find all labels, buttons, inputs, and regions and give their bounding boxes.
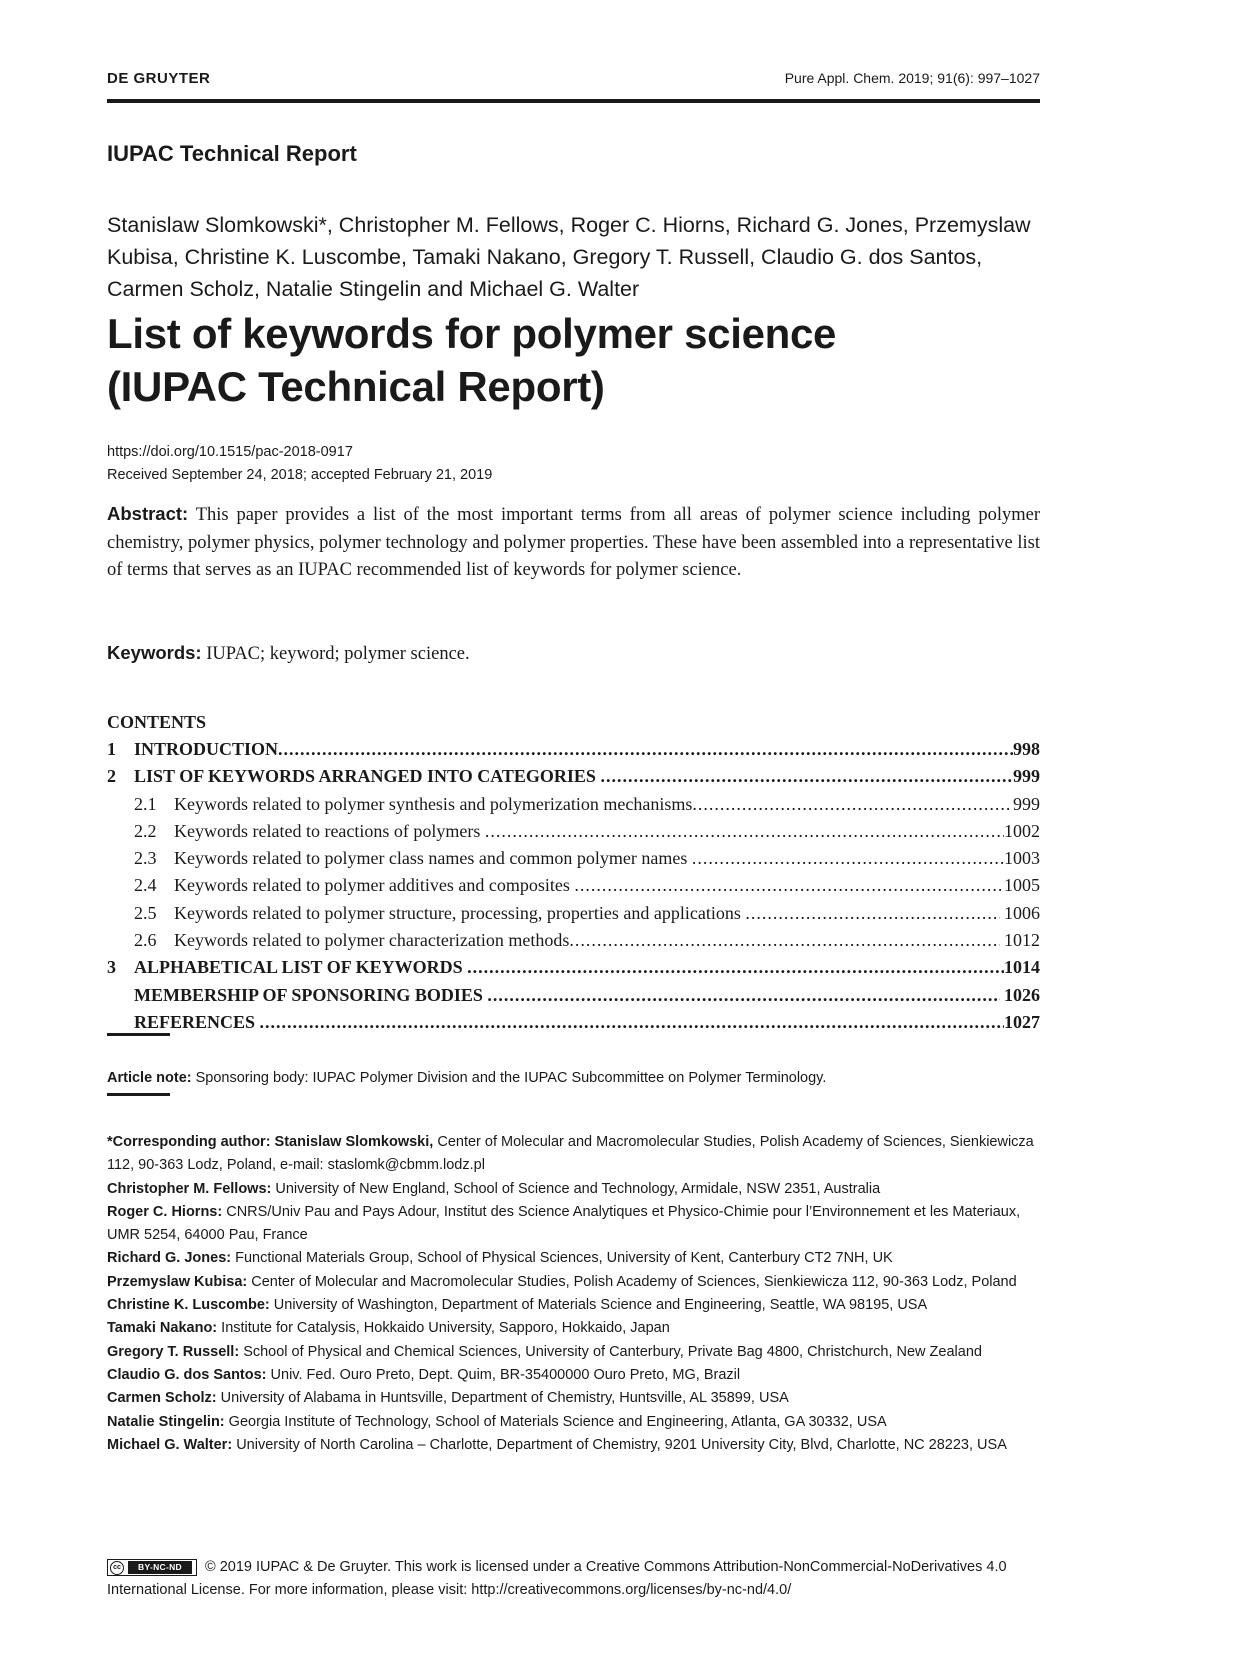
note-rule bbox=[107, 1033, 170, 1036]
article-note bbox=[107, 1070, 826, 1086]
toc-entry-label: Keywords related to polymer additives and composites bbox=[174, 875, 575, 896]
affiliation-text: Center of Molecular and Macromolecular Studies, Polish Academy of Sciences, Sienkiewicza 112, 90-363 Lodz, Poland bbox=[251, 1273, 1017, 1290]
toc-leader-dots bbox=[692, 845, 1004, 872]
toc-entry-label: Keywords related to reactions of polymers bbox=[174, 820, 485, 841]
toc-leader-dots bbox=[600, 763, 1013, 790]
toc-entry-page: 1012 bbox=[999, 930, 1040, 951]
affiliation-entry bbox=[107, 1247, 1047, 1270]
toc-entry-label: REFERENCES bbox=[134, 1011, 260, 1032]
cc-badge-text: BY-NC-ND bbox=[128, 1561, 192, 1574]
toc-entry-page: 1014 bbox=[1004, 957, 1040, 978]
toc-entry-number: 2.3 bbox=[134, 848, 157, 869]
author-list: Stanislaw Slomkowski*, Christopher M. Fellows, Roger C. Hiorns, Richard G. Jones, Przemyslaw Kubisa, Christine K. Luscombe, Tamaki Nakano, Gregory T. Russell, Claudio G. dos Santos, Carmen Scholz, Natalie Stingelin and Michael G. Walter bbox=[107, 213, 1031, 301]
toc-entry[interactable] bbox=[107, 1009, 1040, 1036]
toc-entry-page: 998 bbox=[1013, 739, 1040, 759]
toc-entry-page: 1003 bbox=[1004, 848, 1040, 869]
toc-entry[interactable] bbox=[107, 927, 1040, 954]
toc-leader-dots bbox=[574, 872, 1004, 899]
toc-leader-dots bbox=[260, 1009, 1004, 1036]
cc-icon: cc bbox=[110, 1561, 124, 1575]
contents-heading: CONTENTS bbox=[107, 712, 207, 732]
toc-entry-label: ALPHABETICAL LIST OF KEYWORDS bbox=[134, 957, 468, 978]
affiliation-entry bbox=[107, 1271, 1047, 1294]
cc-license-badge[interactable] bbox=[107, 1559, 197, 1576]
toc-entry[interactable] bbox=[107, 845, 1040, 872]
affiliation-text: University of North Carolina – Charlotte, Department of Chemistry, 9201 University City, Blvd, Charlotte, NC 28223, USA bbox=[236, 1436, 1007, 1453]
affiliation-entry bbox=[107, 1294, 1047, 1317]
toc-leader-dots bbox=[467, 954, 1004, 981]
toc-entry-page: 1002 bbox=[1004, 820, 1040, 841]
affiliation-author: Carmen Scholz: bbox=[107, 1390, 217, 1407]
affiliation-text: University of Alabama in Huntsville, Department of Chemistry, Huntsville, AL 35899, USA bbox=[220, 1390, 789, 1407]
affiliation-entry bbox=[107, 1317, 1047, 1340]
license-notice bbox=[107, 1556, 1047, 1602]
license-text: © 2019 IUPAC & De Gruyter. This work is licensed under a Creative Commons Attribution-NonCommercial-NoDerivatives 4.0 International License. For more information, please visit: http://creativecommons.org/licenses/by-nc-nd/4.0/ bbox=[107, 1559, 1007, 1598]
abstract-label: Abstract: bbox=[107, 503, 189, 524]
doi-link[interactable]: https://doi.org/10.1515/pac-2018-0917 bbox=[107, 444, 353, 460]
toc-entry-number: 3 bbox=[107, 957, 116, 978]
abstract-text: This paper provides a list of the most important terms from all areas of polymer science including polymer chemistry, polymer physics, polymer technology and polymer properties. These have been assembled into a representative list of terms that serves as an IUPAC recommended list of keywords for polymer science. bbox=[107, 505, 1041, 580]
toc-leader-dots bbox=[745, 900, 999, 927]
paper-title bbox=[107, 307, 1047, 413]
affiliation-author: Przemyslaw Kubisa: bbox=[107, 1273, 248, 1290]
toc-entry[interactable] bbox=[107, 763, 1040, 790]
toc-entry-number: 2 bbox=[107, 766, 116, 787]
toc-entry[interactable] bbox=[107, 954, 1040, 981]
toc-entry-page: 1005 bbox=[1004, 875, 1040, 896]
affiliation-entry bbox=[107, 1411, 1047, 1434]
toc-entry[interactable] bbox=[107, 872, 1040, 899]
toc-entry-number: 2.1 bbox=[134, 793, 157, 814]
article-note-label: Article note: bbox=[107, 1070, 192, 1086]
affiliations-list bbox=[107, 1131, 1047, 1457]
toc-entry-label: Keywords related to polymer synthesis and polymerization mechanisms bbox=[174, 793, 693, 814]
toc-entry-number: 2.5 bbox=[134, 902, 157, 923]
publisher-brand: DE GRUYTER bbox=[107, 70, 211, 87]
affiliation-author: Richard G. Jones: bbox=[107, 1250, 232, 1267]
toc-entry-label: Keywords related to polymer class names and common polymer names bbox=[174, 848, 692, 869]
affiliation-author: Michael G. Walter: bbox=[107, 1436, 233, 1453]
affiliation-text: Institute for Catalysis, Hokkaido University, Sapporo, Hokkaido, Japan bbox=[221, 1320, 670, 1337]
received-dates: Received September 24, 2018; accepted February 21, 2019 bbox=[107, 467, 493, 483]
affiliation-author: Roger C. Hiorns: bbox=[107, 1203, 223, 1220]
affiliation-text: Functional Materials Group, School of Physical Sciences, University of Kent, Canterbury CT2 7NH, UK bbox=[235, 1250, 893, 1267]
toc-leader-dots bbox=[692, 791, 1008, 818]
toc-entry-number: 2.6 bbox=[134, 930, 157, 951]
toc-entry-label: LIST OF KEYWORDS ARRANGED INTO CATEGORIES bbox=[134, 766, 601, 787]
toc-leader-dots bbox=[569, 927, 999, 954]
journal-reference: Pure Appl. Chem. 2019; 91(6): 997–1027 bbox=[784, 70, 1040, 86]
table-of-contents bbox=[107, 708, 1040, 1036]
affiliation-entry bbox=[107, 1178, 1047, 1201]
toc-entry-page: 1006 bbox=[999, 902, 1040, 923]
toc-entry-number: 2.2 bbox=[134, 820, 157, 841]
toc-entry[interactable] bbox=[107, 791, 1040, 818]
affiliation-text: Univ. Fed. Ouro Preto, Dept. Quim, BR-35400000 Ouro Preto, MG, Brazil bbox=[270, 1366, 741, 1383]
toc-entry-label: Keywords related to polymer characterization methods bbox=[174, 930, 570, 951]
toc-entry[interactable] bbox=[107, 982, 1040, 1009]
affiliation-text: School of Physical and Chemical Sciences, University of Canterbury, Private Bag 4800, Christchurch, New Zealand bbox=[243, 1343, 982, 1360]
paper-title-line-1: List of keywords for polymer science bbox=[107, 310, 837, 357]
toc-entry[interactable] bbox=[107, 900, 1040, 927]
toc-entry[interactable] bbox=[107, 818, 1040, 845]
toc-leader-dots bbox=[487, 982, 999, 1009]
keywords bbox=[107, 639, 1040, 668]
header-rule bbox=[107, 99, 1040, 103]
abstract bbox=[107, 500, 1040, 585]
toc-entry-label: INTRODUCTION bbox=[134, 739, 279, 759]
affiliation-entry bbox=[107, 1387, 1047, 1410]
toc-entry-number: 2.4 bbox=[134, 875, 157, 896]
article-note-text: Sponsoring body: IUPAC Polymer Division and the IUPAC Subcommittee on Polymer Terminology. bbox=[195, 1070, 827, 1086]
keywords-label: Keywords: bbox=[107, 642, 202, 663]
affiliation-author: *Corresponding author: Stanislaw Slomkowski, bbox=[107, 1134, 434, 1150]
toc-entry[interactable] bbox=[107, 736, 1040, 763]
paper-title-line-2: (IUPAC Technical Report) bbox=[107, 363, 605, 410]
toc-entry-page: 999 bbox=[1013, 766, 1040, 787]
affiliation-text: Georgia Institute of Technology, School of Materials Science and Engineering, Atlanta, GA 30332, USA bbox=[228, 1413, 887, 1430]
toc-leader-dots bbox=[278, 736, 1013, 763]
affiliation-author: Tamaki Nakano: bbox=[107, 1320, 218, 1337]
affiliation-entry bbox=[107, 1201, 1047, 1248]
toc-entry-number: 1 bbox=[107, 739, 116, 759]
affiliation-text: CNRS/Univ Pau and Pays Adour, Institut des Science Analytiques et Physico-Chimie pour l’Environnement et les Materiaux, UMR 5254, 64000 Pau, France bbox=[107, 1203, 1021, 1244]
doi-block bbox=[107, 441, 492, 487]
toc-leader-dots bbox=[485, 818, 1004, 845]
toc-entry-page: 1026 bbox=[999, 984, 1040, 1005]
affiliation-text: Center of Molecular and Macromolecular Studies, Polish Academy of Sciences, Sienkiewicza 112, 90-363 Lodz, Poland, e-mail: staslomk@cbmm.lodz.pl bbox=[107, 1134, 1034, 1174]
affiliation-author: Gregory T. Russell: bbox=[107, 1343, 240, 1360]
affiliation-text: University of New England, School of Science and Technology, Armidale, NSW 2351, Australia bbox=[275, 1180, 881, 1197]
affiliation-entry bbox=[107, 1364, 1047, 1387]
keywords-text: IUPAC; keyword; polymer science. bbox=[206, 644, 470, 664]
toc-entry-page: 1027 bbox=[1004, 1011, 1040, 1032]
toc-entry-label: MEMBERSHIP OF SPONSORING BODIES bbox=[134, 984, 488, 1005]
page-header bbox=[107, 66, 1040, 96]
toc-entry-label: Keywords related to polymer structure, processing, properties and applications bbox=[174, 902, 746, 923]
affiliation-author: Christopher M. Fellows: bbox=[107, 1180, 272, 1197]
affiliation-author: Claudio G. dos Santos: bbox=[107, 1366, 267, 1383]
affiliation-entry bbox=[107, 1131, 1047, 1178]
toc-entry-page: 999 bbox=[1008, 793, 1040, 814]
affiliations-rule bbox=[107, 1093, 170, 1096]
affiliation-author: Natalie Stingelin: bbox=[107, 1413, 225, 1430]
affiliation-entry bbox=[107, 1341, 1047, 1364]
affiliation-author: Christine K. Luscombe: bbox=[107, 1297, 270, 1314]
affiliation-entry bbox=[107, 1434, 1047, 1457]
report-type-label: IUPAC Technical Report bbox=[107, 141, 357, 166]
affiliation-text: University of Washington, Department of Materials Science and Engineering, Seattle, WA 98195, USA bbox=[273, 1297, 928, 1314]
